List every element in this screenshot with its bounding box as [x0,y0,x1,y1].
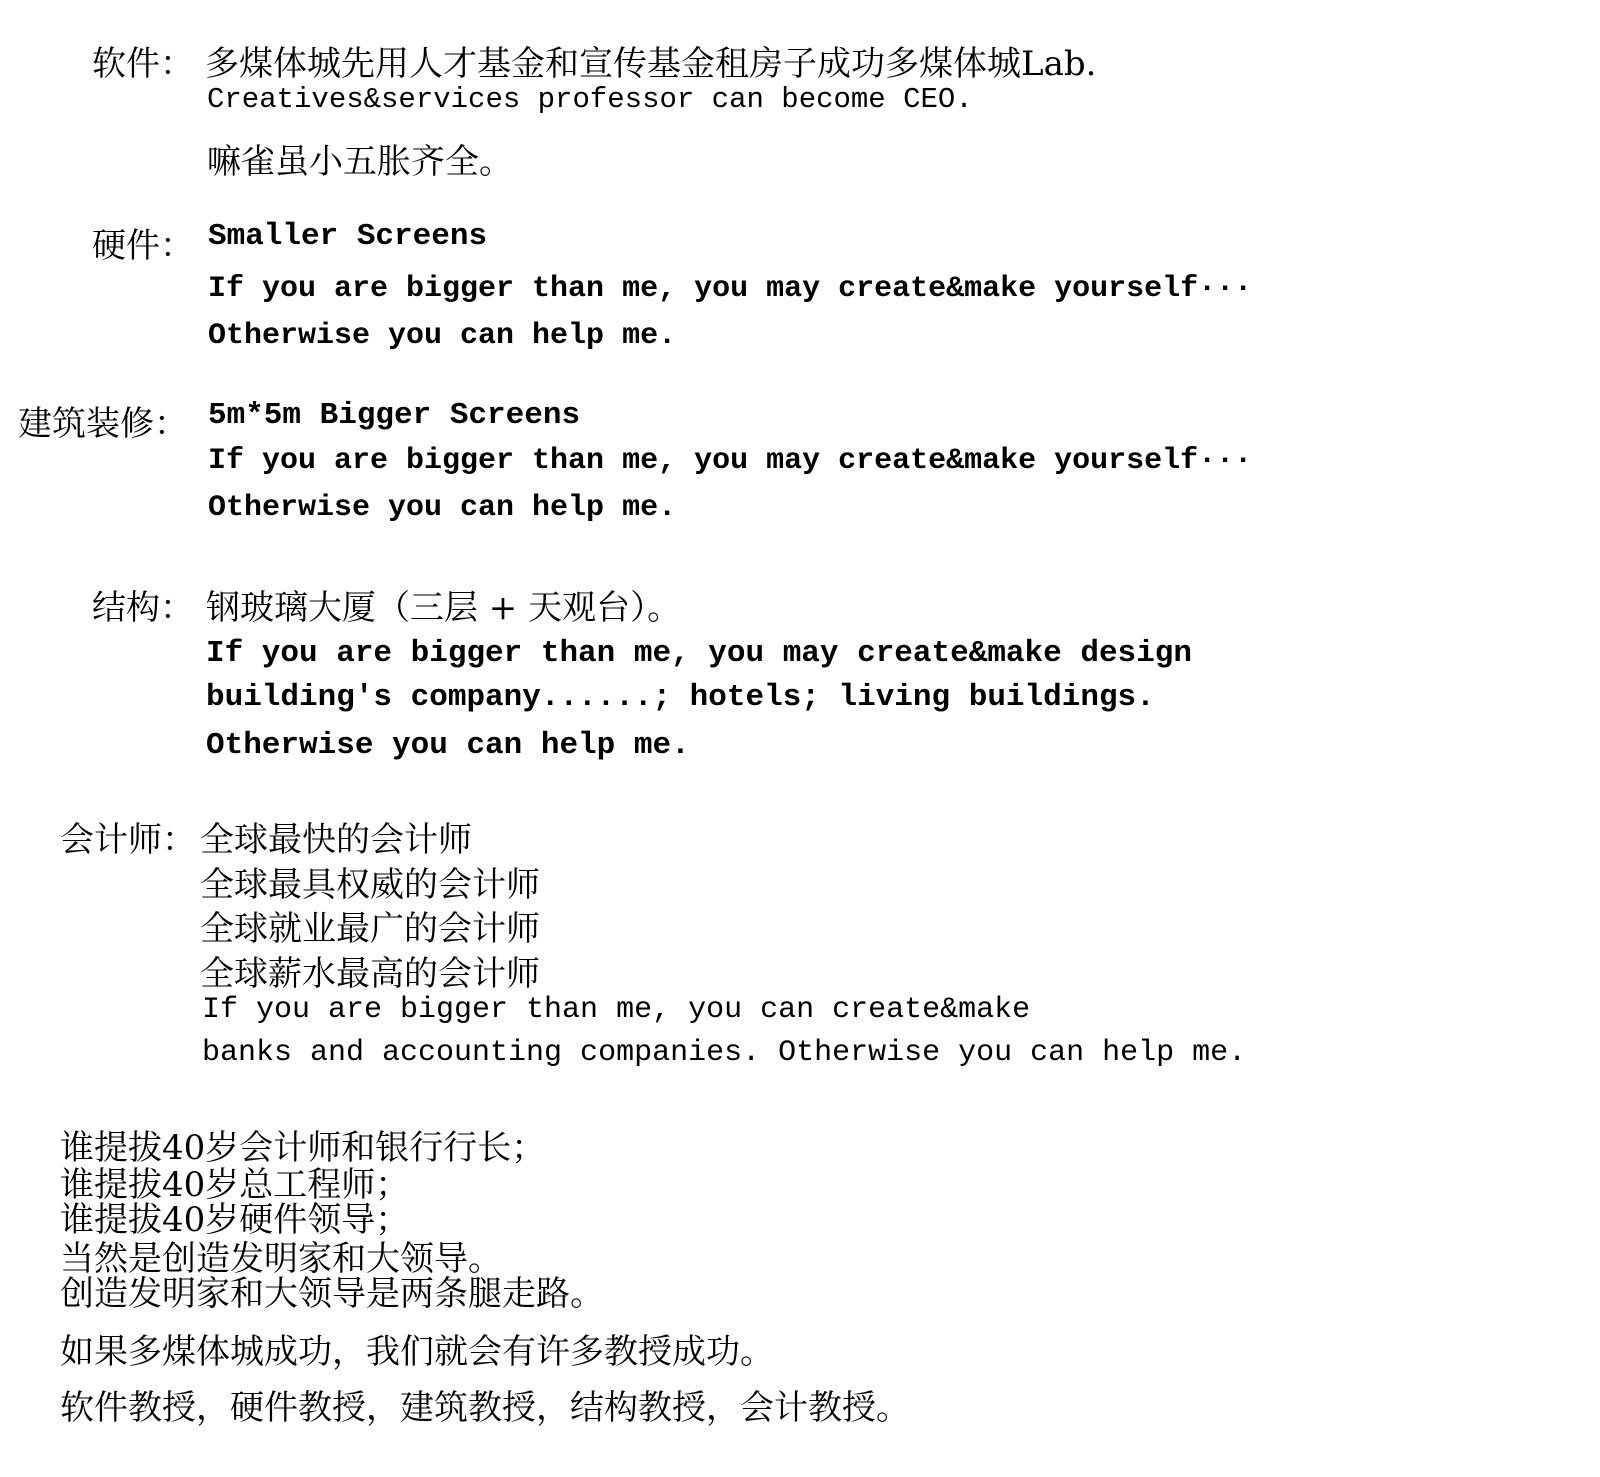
architecture-title: 5m*5m Bigger Screens [208,398,581,433]
structure-line-3: Otherwise you can help me. [206,728,690,763]
closing-line-5: 创造发明家和大领导是两条腿走路。 [60,1274,604,1314]
closing-line-2: 谁提拔40岁总工程师； [60,1165,410,1205]
hardware-title: Smaller Screens [208,219,488,254]
closing-line-4: 当然是创造发明家和大领导。 [60,1239,502,1279]
accountant-line-2: 全球最具权威的会计师 [200,865,540,905]
accountant-line-1: 全球最快的会计师 [200,820,472,860]
architecture-line-1: If you are bigger than me, you may create&make yourself··· [208,444,1253,478]
closing-line-6: 如果多煤体城成功，我们就会有许多教授成功。 [60,1332,774,1372]
architecture-label: 建筑装修： [18,404,188,444]
closing-line-7: 软件教授，硬件教授，建筑教授，结构教授，会计教授。 [60,1388,910,1428]
structure-title: 钢玻璃大厦（三层 + 天观台）。 [206,588,682,628]
accountant-line-3: 全球就业最广的会计师 [200,909,540,949]
accountant-label: 会计师： [60,820,196,860]
software-label: 软件： [92,44,194,84]
closing-line-1: 谁提拔40岁会计师和银行行长； [60,1128,546,1168]
accountant-line-6: banks and accounting companies. Otherwise you can help me. [202,1036,1247,1070]
architecture-line-2: Otherwise you can help me. [208,491,677,525]
structure-line-1: If you are bigger than me, you may create&make design [206,636,1192,671]
software-line-2: Creatives&services professor can become CEO. [207,83,973,116]
accountant-line-5: If you are bigger than me, you can create&make [202,993,1031,1027]
hardware-label: 硬件： [92,226,194,266]
structure-line-2: building's company......; hotels; living buildings. [206,680,1155,715]
structure-label: 结构： [92,588,194,628]
closing-line-3: 谁提拔40岁硬件领导； [60,1200,410,1240]
software-line-3: 嘛雀虽小五胀齐全。 [207,142,513,182]
accountant-line-4: 全球薪水最高的会计师 [200,954,540,994]
hardware-line-1: If you are bigger than me, you may create&make yourself··· [208,272,1253,306]
software-line-1: 多煤体城先用人才基金和宣传基金租房子成功多煤体城Lab. [205,44,1097,84]
hardware-line-2: Otherwise you can help me. [208,319,677,353]
